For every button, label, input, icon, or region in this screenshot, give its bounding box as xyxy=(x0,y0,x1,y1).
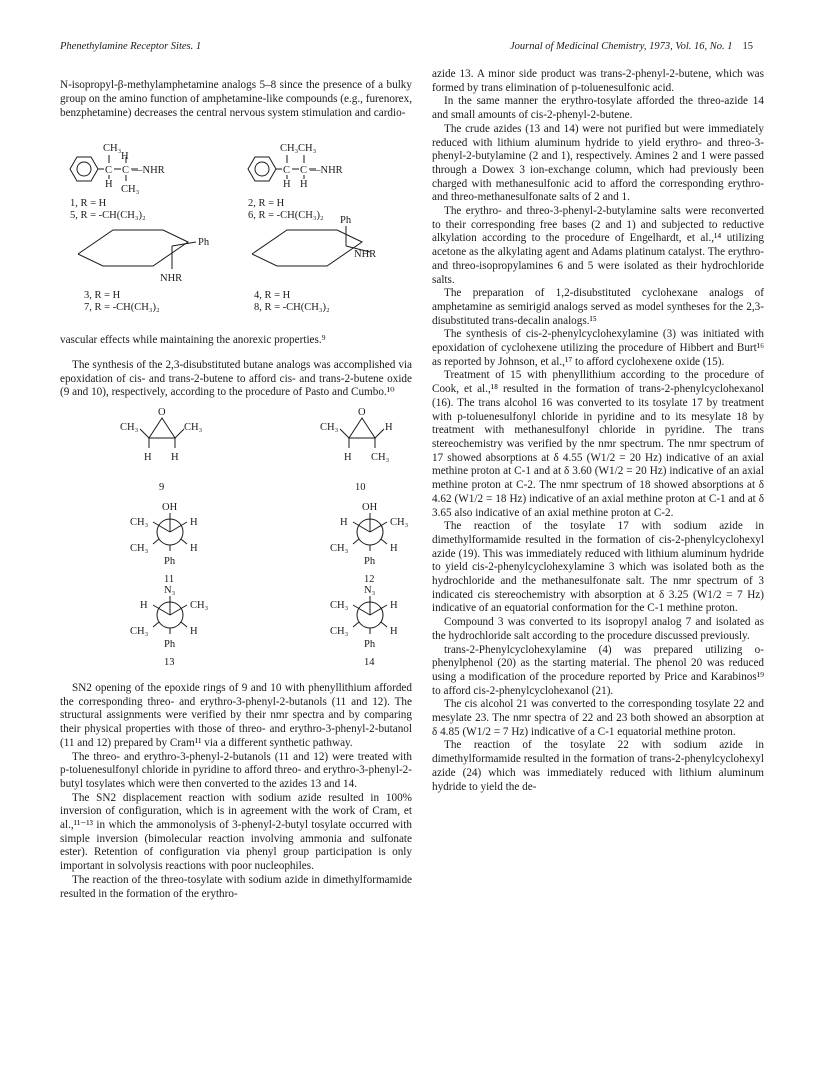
stereochemistry-figure xyxy=(60,388,412,670)
substituent-label: CH₃ xyxy=(130,517,149,528)
compound-number: 11 xyxy=(164,574,175,585)
substituent-label: H xyxy=(385,422,393,433)
compound-label: 5, R = -CH(CH₃)₂ xyxy=(70,210,146,221)
substituent-label: Ph xyxy=(164,556,176,567)
paragraph: N-isopropyl-β-methylamphetamine analogs 5–8 since the presence of a bulky group on the amino function of amphetamine-like compounds (e.g., furenorex, benzphetamine) decreases the central nervous system stimulation and cardio- xyxy=(60,79,412,119)
paragraph: The threo- and erythro-3-phenyl-2-butanols (11 and 12) were treated with p-toluenesulfonyl chloride in pyridine to afford threo- and erythro-3-phenyl-2-butyl tosylates which were then converted to the azides 13 and 14. xyxy=(60,750,412,790)
compound-number: 14 xyxy=(364,657,375,668)
substituent-label: H xyxy=(283,179,291,190)
compound-number: 10 xyxy=(355,482,366,493)
paragraph: SN2 opening of the epoxide rings of 9 and 10 with phenyllithium afforded the corresponding threo- and erythro-3-phenyl-2-butanols (11 and 12). The structural assignments were verified by their nmr spectra and by comparing their physical properties with those of threo- and erythro-3-phenyl-2-butanol (11 and 12) prepared by Cram¹¹ via a different synthetic pathway. xyxy=(60,682,412,749)
atom-label: O xyxy=(158,407,166,418)
compound-number: 12 xyxy=(364,574,375,585)
benzene-circle xyxy=(77,162,91,176)
paragraph: Compound 3 was converted to its isopropyl analog 7 and isolated as the hydrochloride salt according to the procedure discussed previously. xyxy=(432,616,764,642)
substituent-label: Ph xyxy=(198,237,210,248)
substituent-label: NHR xyxy=(160,273,183,284)
compound-label: 1, R = H xyxy=(70,198,107,209)
substituent-label: Ph xyxy=(340,215,352,226)
substituent-label: CH₃ xyxy=(330,600,349,611)
substituent-label: H xyxy=(105,179,113,190)
atom-label: C xyxy=(283,165,291,176)
substituent-label: CH₃ xyxy=(120,422,139,433)
substituent-label: CH₃ xyxy=(103,143,122,154)
atom-label: O xyxy=(358,407,366,418)
substituent-label: H xyxy=(190,543,198,554)
benzene-ring xyxy=(70,157,98,181)
paragraph: The synthesis of the 2,3-disubstituted butane analogs was accomplished via epoxidation of cis- and trans-2-butene to afford cis- and trans-2-butene oxide (9 and 10), respectively, according to the procedure of Pasto and Cumbo.¹⁰ xyxy=(60,359,412,399)
substituent-label: N₃ xyxy=(364,585,376,596)
compound-label: 8, R = -CH(CH₃)₂ xyxy=(254,302,330,313)
substituent-label: H xyxy=(390,626,398,637)
substituent-label: H xyxy=(121,151,129,162)
substituent-label: CH₃ xyxy=(190,600,209,611)
substituent-label: CH₃ xyxy=(390,517,409,528)
paragraph: trans-2-Phenylcyclohexylamine (4) was prepared utilizing o-phenylphenol (20) as the starting material. The phenol 20 was reduced using a modification of the procedure reported by Price and Karabinos¹⁹ to afford cis-2-phenylcyclohexanol (21). xyxy=(432,643,764,697)
compound-label: 2, R = H xyxy=(248,198,285,209)
compound-number: 13 xyxy=(164,657,175,668)
paragraph: The erythro- and threo-3-phenyl-2-butylamine salts were reconverted to their corresponding free bases (2 and 1) and subjected to reductive alkylation according to the procedure of Engelhardt, et al.,¹⁴ utilizing acetone as the alkylating agent and Adams platinum catalyst. The erythro- and threo-isopropylamines 6 and 5 were isolated as their hydrochloride salts. xyxy=(432,205,764,286)
substituent-label: CH₃ xyxy=(320,422,339,433)
substituent-label: H xyxy=(390,600,398,611)
amine-structures-figure xyxy=(60,130,412,320)
substituent-label: H xyxy=(144,452,152,463)
compound-label: 7, R = -CH(CH₃)₂ xyxy=(84,302,160,313)
substituent-label: CH₃ xyxy=(130,626,149,637)
substituent-label: CH₃ xyxy=(184,422,203,433)
paragraph: The reaction of the tosylate 17 with sodium azide in dimethylformamide resulted in the formation of cis-2-phenylcyclohexyl azide (19). This was immediately reduced with lithium aluminum hydride to yield cis-2-phenylcyclohexylamine 3 which was isolated both as the hydrochloride and the methanesulfonate salt. The nmr spectrum of 3 indicated cis stereochemistry with absorption at δ 3.25 (W1/2 = 7 Hz) indicative of an equatorial conformation for the C-1 methine proton. xyxy=(432,520,764,615)
substituent-label: CH₃ xyxy=(130,543,149,554)
epoxide-ring xyxy=(149,418,175,438)
substituent-label: Ph xyxy=(364,556,376,567)
paragraph: The SN2 displacement reaction with sodium azide resulted in 100% inversion of configuration, which is in agreement with the work of Cram, et al.,¹¹⁻¹³ in which the ammonolysis of 3-phenyl-2-butyl tosylate occurred with simple inversion (bimolecular reaction involving ammonia and sulfonate ester). Retention of configuration via phenyl group participation is only important in solvolysis reactions with poor nucleophiles. xyxy=(60,791,412,873)
substituent-label: H xyxy=(190,517,198,528)
epoxide-ring xyxy=(349,418,375,438)
substituent-label: CH₃ xyxy=(280,143,299,154)
journal-citation: Journal of Medicinal Chemistry, 1973, Vol. 16, No. 1 xyxy=(509,41,733,52)
paragraph: azide 13. A minor side product was trans-2-phenyl-2-butene, which was formed by trans elimination of p-toluenesulfonic acid. xyxy=(432,68,764,94)
compound-number: 9 xyxy=(159,482,165,493)
substituent-label: H xyxy=(190,626,198,637)
left-para-d-g xyxy=(60,682,412,901)
paragraph: The reaction of the threo-tosylate with sodium azide in dimethylformamide resulted in the formation of the erythro- xyxy=(60,873,412,900)
substituent-label: OH xyxy=(362,502,378,513)
substituent-label: CH₃ xyxy=(330,626,349,637)
benzene-circle xyxy=(255,162,269,176)
atom-label: C xyxy=(300,165,308,176)
substituent-label: CH₃ xyxy=(298,143,317,154)
substituent-label: H xyxy=(344,452,352,463)
atom-label: C xyxy=(122,165,130,176)
substituent-label: CH₃ xyxy=(330,543,349,554)
benzene-ring xyxy=(248,157,276,181)
paragraph: The reaction of the tosylate 22 with sodium azide in dimethylformamide resulted in the formation of trans-2-phenylcyclohexyl azide (24) which was immediately reduced with lithium aluminum hydride to yield the de- xyxy=(432,739,764,793)
substituent-label: —NHR xyxy=(132,165,165,176)
substituent-label: H xyxy=(171,452,179,463)
running-header-journal xyxy=(510,41,753,52)
paragraph: Treatment of 15 with phenyllithium according to the procedure of Cook, et al.,¹⁸ resulted in the formation of trans-2-phenylcyclohexanol (16). The trans alcohol 16 was converted to its tosylate 17 by treatment with p-toluenesulfonyl chloride in pyridine and to its mesylate 18 by treatment with methanesulfonyl chloride in pyridine. The trans stereochemistry was verified by the nmr spectrum. The nmr spectrum of 17 showed absorptions at δ 4.55 (W1/2 = 20 Hz) indicative of an axial methine proton at C-1 and at δ 3.60 (W1/2 = 20 Hz) indicative of an axial methine proton at C-2. The nmr spectrum of 18 showed absorptions at δ 4.62 (W1/2 = 18 Hz) indicative of an axial methine proton at C-1 and at δ 3.65 also indicative of an axial methine proton at C-2. xyxy=(432,369,764,519)
substituent-label: CH₃ xyxy=(371,452,390,463)
running-header-title: Phenethylamine Receptor Sites. 1 xyxy=(60,41,202,52)
page-number: 15 xyxy=(742,41,753,52)
substituent-label: CH₃ xyxy=(121,184,140,195)
substituent-label: H xyxy=(390,543,398,554)
substituent-label: —NHR xyxy=(310,165,343,176)
paragraph: The cis alcohol 21 was converted to the corresponding tosylate 22 and mesylate 23. The nmr spectra of 22 and 23 both showed an absorption at δ 4.85 (W1/2 = 7 Hz) indicative of a C-1 equatorial methine proton. xyxy=(432,698,764,738)
substituent-label: H xyxy=(140,600,148,611)
atom-label: C xyxy=(105,165,113,176)
right-column xyxy=(432,68,764,794)
substituent-label: NHR xyxy=(354,249,377,260)
paragraph: The crude azides (13 and 14) were not purified but were immediately reduced with lithium aluminum hydride to yield erythro- and threo-3-phenyl-2-butylamine (2 and 1), respectively. Amines 2 and 1 were passed through a Dowex 3 ion-exchange column, which had previously been charged with methanesulfonic acid to afford the corresponding erythro- and threo-methanesulfonate salts of 2 and 1. xyxy=(432,122,764,204)
substituent-label: H xyxy=(300,179,308,190)
compound-label: 6, R = -CH(CH₃)₂ xyxy=(248,210,324,221)
substituent-label: Ph xyxy=(164,639,176,650)
compound-label: 4, R = H xyxy=(254,290,291,301)
paragraph: In the same manner the erythro-tosylate afforded the threo-azide 14 and small amounts of cis-2-phenyl-2-butene. xyxy=(432,95,764,122)
paragraph: vascular effects while maintaining the anorexic properties.⁹ xyxy=(60,334,326,347)
compound-label: 3, R = H xyxy=(84,290,121,301)
paragraph: The synthesis of cis-2-phenylcyclohexylamine (3) was initiated with epoxidation of cyclohexene utilizing the procedure of Hibbert and Burt¹⁶ as reported by Johnson, et al.,¹⁷ to afford cyclohexene oxide (15). xyxy=(432,328,764,368)
left-para-a xyxy=(60,68,412,131)
substituent-label: OH xyxy=(162,502,178,513)
paragraph: The preparation of 1,2-disubstituted cyclohexane analogs of amphetamine as semirigid analogs served as model syntheses for the 2,3-disubstituted trans-decalin analogs.¹⁵ xyxy=(432,287,764,327)
substituent-label: N₃ xyxy=(164,585,176,596)
substituent-label: Ph xyxy=(364,639,376,650)
substituent-label: H xyxy=(340,517,348,528)
